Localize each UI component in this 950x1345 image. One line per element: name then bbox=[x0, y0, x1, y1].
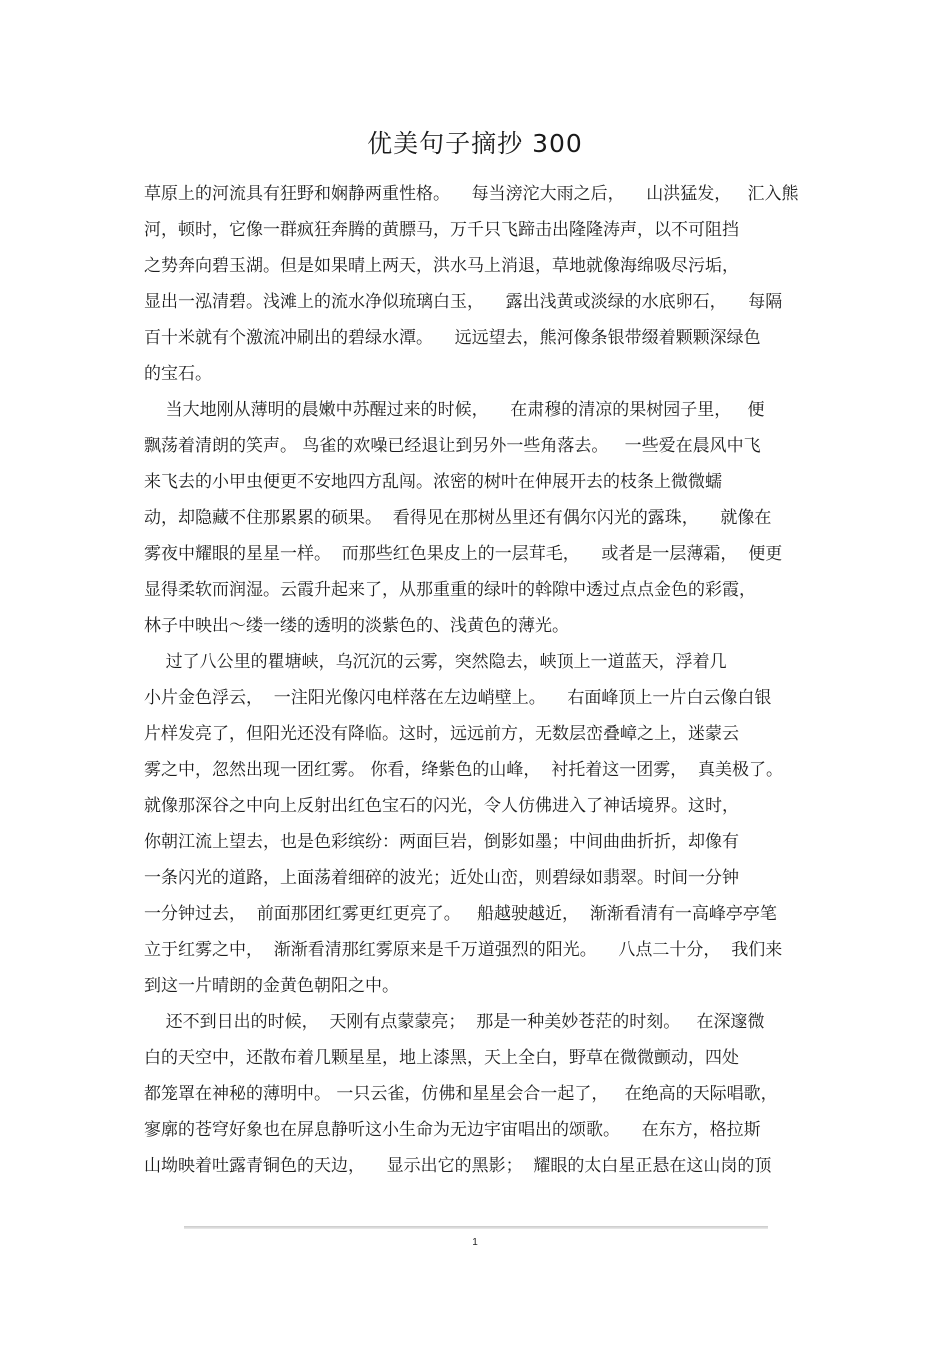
text-line: 还不到日出的时候， 天刚有点蒙蒙亮； 那是一种美妙苍茫的时刻。 在深邃微 bbox=[144, 1012, 765, 1032]
text-line: 飘荡着清朗的笑声。 鸟雀的欢噪已经退让到另外一些角落去。 一些爱在晨风中飞 bbox=[144, 436, 761, 456]
document-body bbox=[144, 176, 814, 1184]
text-line: 显得柔软而润湿。云霞升起来了，从那重重的绿叶的斡隙中透过点点金色的彩霞， bbox=[144, 580, 756, 600]
text-line: 你朝江流上望去，也是色彩缤纷：两面巨岩，倒影如墨；中间曲曲折折，却像有 bbox=[144, 832, 739, 852]
document-title: 优美句子摘抄 300 bbox=[367, 129, 583, 158]
text-line: 一条闪光的道路，上面荡着细碎的波光；近处山峦，则碧绿如翡翠。时间一分钟 bbox=[144, 868, 739, 888]
text-line: 寥廓的苍穹好象也在屏息静听这小生命为无边宇宙唱出的颂歌。 在东方，格拉斯 bbox=[144, 1120, 761, 1140]
text-line: 立于红雾之中， 渐渐看清那红雾原来是千万道强烈的阳光。 八点二十分， 我们来 bbox=[144, 940, 783, 960]
text-line: 动，却隐藏不住那累累的硕果。 看得见在那树丛里还有偶尔闪光的露珠， 就像在 bbox=[144, 508, 772, 528]
text-line: 草原上的河流具有狂野和娴静两重性格。 每当滂沱大雨之后， 山洪猛发， 汇入熊 bbox=[144, 184, 799, 204]
text-line: 就像那深谷之中向上反射出红色宝石的闪光，令人仿佛进入了神话境界。这时， bbox=[144, 796, 739, 816]
text-line: 过了八公里的瞿塘峡，乌沉沉的云雾，突然隐去，峡顶上一道蓝天，浮着几 bbox=[144, 652, 727, 672]
text-line: 林子中映出～缕一缕的透明的淡紫色的、浅黄色的薄光。 bbox=[144, 616, 569, 636]
text-line: 百十米就有个激流冲刷出的碧绿水潭。 远远望去，熊河像条银带缀着颗颗深绿色 bbox=[144, 328, 761, 348]
text-line: 雾夜中耀眼的星星一样。 而那些红色果皮上的一层茸毛， 或者是一层薄霜， 便更 bbox=[144, 544, 783, 564]
text-line: 的宝石。 bbox=[144, 364, 212, 384]
text-line: 雾之中，忽然出现一团红雾。 你看，绛紫色的山峰， 衬托着这一团雾， 真美极了。 bbox=[144, 760, 784, 780]
text-line: 河，顿时，它像一群疯狂奔腾的黄膘马，万千只飞蹄击出隆隆涛声，以不可阻挡 bbox=[144, 220, 739, 240]
text-line: 到这一片晴朗的金黄色朝阳之中。 bbox=[144, 976, 399, 996]
text-line: 一分钟过去， 前面那团红雾更红更亮了。 船越驶越近， 渐渐看清有一高峰亭亭笔 bbox=[144, 904, 777, 924]
text-line: 山坳映着吐露青铜色的天边， 显示出它的黑影； 耀眼的太白星正悬在这山岗的顶 bbox=[144, 1156, 772, 1176]
text-line: 之势奔向碧玉湖。但是如果晴上两天，洪水马上消退，草地就像海绵吸尽污垢， bbox=[144, 256, 739, 276]
text-line: 白的天空中，还散布着几颗星星，地上漆黑，天上全白，野草在微微颤动，四处 bbox=[144, 1048, 739, 1068]
page-number: 1 bbox=[472, 1237, 478, 1248]
footer-divider bbox=[184, 1226, 768, 1229]
text-line: 都笼罩在神秘的薄明中。 一只云雀，仿佛和星星会合一起了， 在绝高的天际唱歌， bbox=[144, 1084, 778, 1104]
text-line: 当大地刚从薄明的晨嫩中苏醒过来的时候， 在肃穆的清凉的果树园子里， 便 bbox=[144, 400, 765, 420]
text-line: 显出一泓清碧。浅滩上的流水净似琉璃白玉， 露出浅黄或淡绿的水底卵石， 每隔 bbox=[144, 292, 783, 312]
text-line: 来飞去的小甲虫便更不安地四方乱闯。浓密的树叶在伸展开去的枝条上微微蠕 bbox=[144, 472, 722, 492]
text-line: 片样发亮了，但阳光还没有降临。这时，远远前方，无数层峦叠嶂之上，迷蒙云 bbox=[144, 724, 739, 744]
text-line: 小片金色浮云， 一注阳光像闪电样落在左边峭壁上。 右面峰顶上一片白云像白银 bbox=[144, 688, 772, 708]
